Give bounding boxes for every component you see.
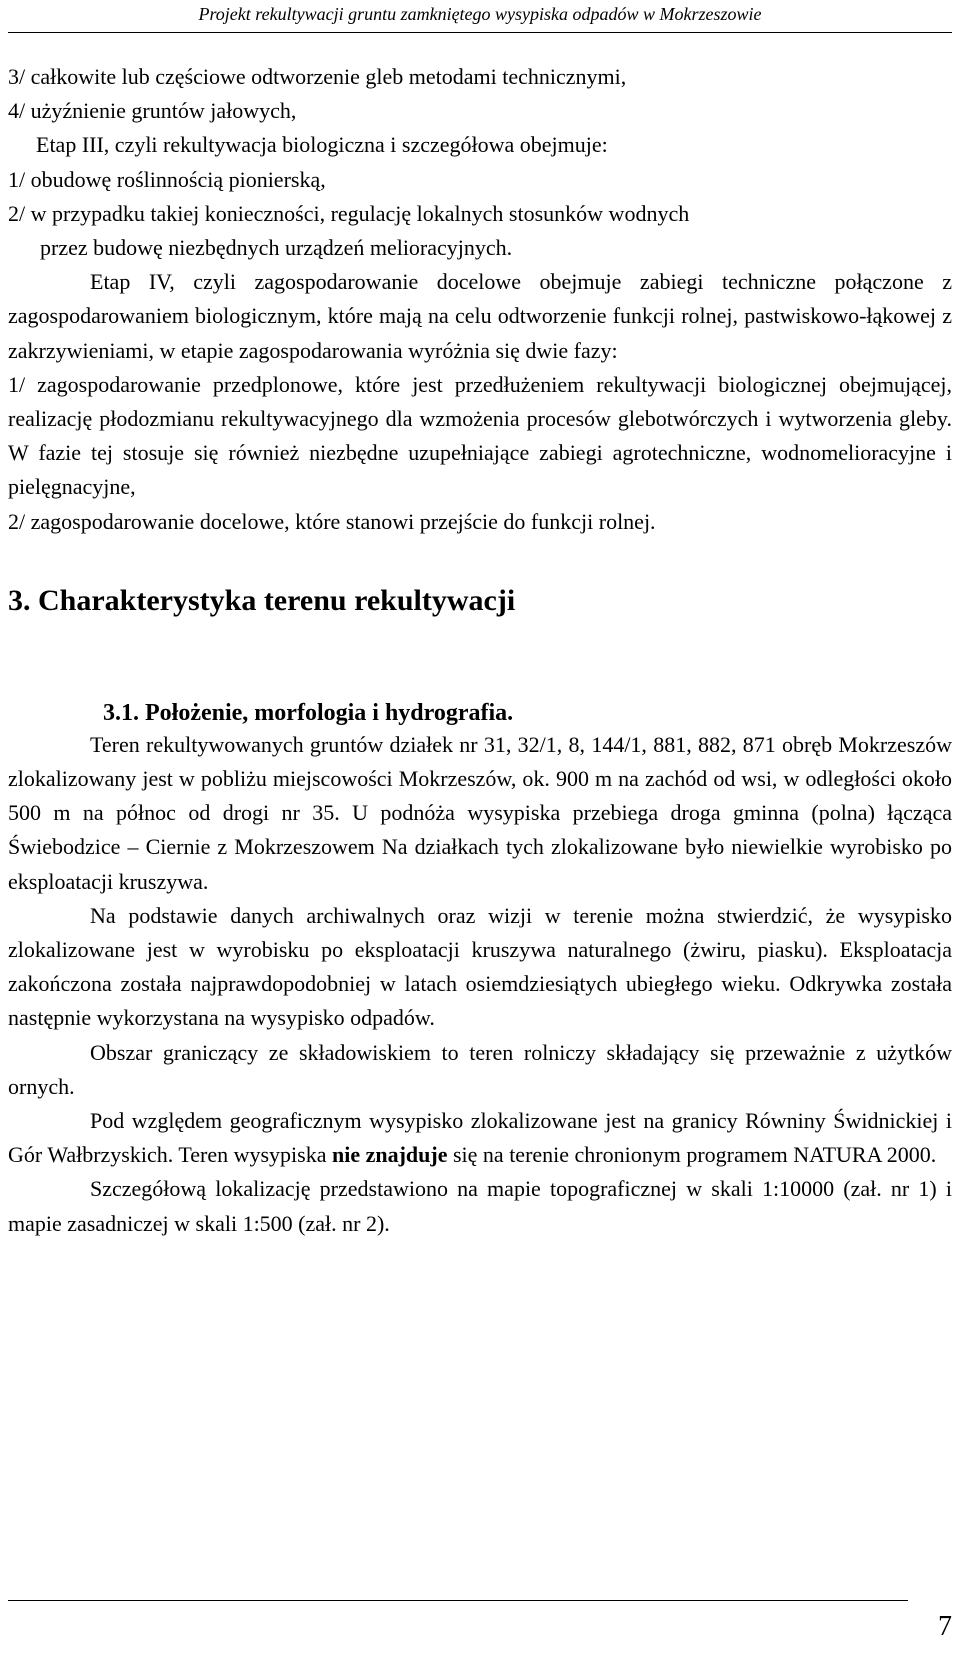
geography-text-start: Pod względem geograficznym wysypisko zlokalizowane jest na granicy Równiny Świdnickiej i Gór Wałbrzyskich. Teren wysypiska (8, 1108, 952, 1168)
paragraph-location: Teren rekultywowanych gruntów działek nr 31, 32/1, 8, 144/1, 881, 882, 871 obręb Mokrzeszów zlokalizowany jest w pobliżu miejscowości Mokrzeszów, ok. 900 m na zachód od wsi, w odległości około 500 m na północ od drogi nr 35. U podnóża wysypiska przebiega droga gminna (polna) łącząca Świebodzice – Ciernie z Mokrzeszowem Na działkach tych zlokalizowane było niewielkie wyrobisko po eksploatacji kruszywa. (8, 731, 952, 894)
list-item-4: 4/ użyźnienie gruntów jałowych, (8, 98, 297, 124)
list-item-3: 3/ całkowite lub częściowe odtworzenie gleb metodami technicznymi, (8, 64, 627, 89)
etap3-item-2-cont: przez budowę niezbędnych urządzeń melioracyjnych. (40, 235, 513, 261)
etap4-intro: Etap IV, czyli zagospodarowanie docelowe obejmuje zabiegi techniczne połączone z zagospodarowaniem biologicznym, które mają na celu odtworzenie funkcji rolnej, pastwiskowo-łąkowej z zakrzywieniami, w etapie zagospodarowania wyróżnia się dwie fazy: (8, 269, 952, 363)
paragraph-maps: Szczegółową lokalizację przedstawiono na mapie topograficznej w skali 1:10000 (zał. nr 1) i mapie zasadniczej w skali 1:500 (zał. nr 2). (8, 1176, 952, 1236)
geography-text-end: się na terenie chronionym programem NATURA 2000. (447, 1142, 937, 1168)
page-number: 7 (938, 1611, 952, 1642)
etap4-phase-1: 1/ zagospodarowanie przedplonowe, które jest przedłużeniem rekultywacji biologicznej obejmującej, realizację płodozmianu rekultywacyjnego dla wzmożenia procesów glebotwórczych i wytworzenia gleby. W fazie tej stosuje się również niezbędne uzupełniające zabiegi agrotechniczne, wodnomelioracyjne i pielęgnacyjne, (8, 371, 952, 500)
etap4-phase-2: 2/ zagospodarowanie docelowe, które stanowi przejście do funkcji rolnej. (8, 508, 656, 534)
paragraph-bordering-area: Obszar graniczący ze składowiskiem to teren rolniczy składający się przeważnie z użytków ornych. (8, 1039, 952, 1099)
etap3-item-1: 1/ obudowę roślinnością pionierską, (8, 166, 326, 192)
section-3-heading: 3. Charakterystyka terenu rekultywacji (8, 583, 516, 617)
paragraph-archive: Na podstawie danych archiwalnych oraz wizji w terenie można stwierdzić, że wysypisko zlokalizowane jest w wyrobisku po eksploatacji kruszywa naturalnego (żwiru, piasku). Eksploatacja zakończona została najprawdopodobniej w latach osiemdziesiątych ubiegłego wieku. Odkrywka została następnie wykorzystana na wysypisko odpadów. (8, 902, 952, 1031)
paragraph-geography (8, 1104, 952, 1172)
geography-emphasis: nie znajduje (331, 1142, 448, 1168)
footer-divider (8, 1600, 908, 1601)
section-3-1-heading: 3.1. Położenie, morfologia i hydrografia. (103, 699, 514, 726)
etap3-item-2: 2/ w przypadku takiej konieczności, regulację lokalnych stosunków wodnych (8, 200, 690, 226)
etap3-title: Etap III, czyli rekultywacja biologiczna i szczegółowa obejmuje: (36, 132, 608, 158)
running-header: Projekt rekultywacji gruntu zamkniętego wysypiska odpadów w Mokrzeszowie (198, 4, 762, 24)
header-divider (8, 32, 952, 33)
page-body (8, 60, 952, 1241)
